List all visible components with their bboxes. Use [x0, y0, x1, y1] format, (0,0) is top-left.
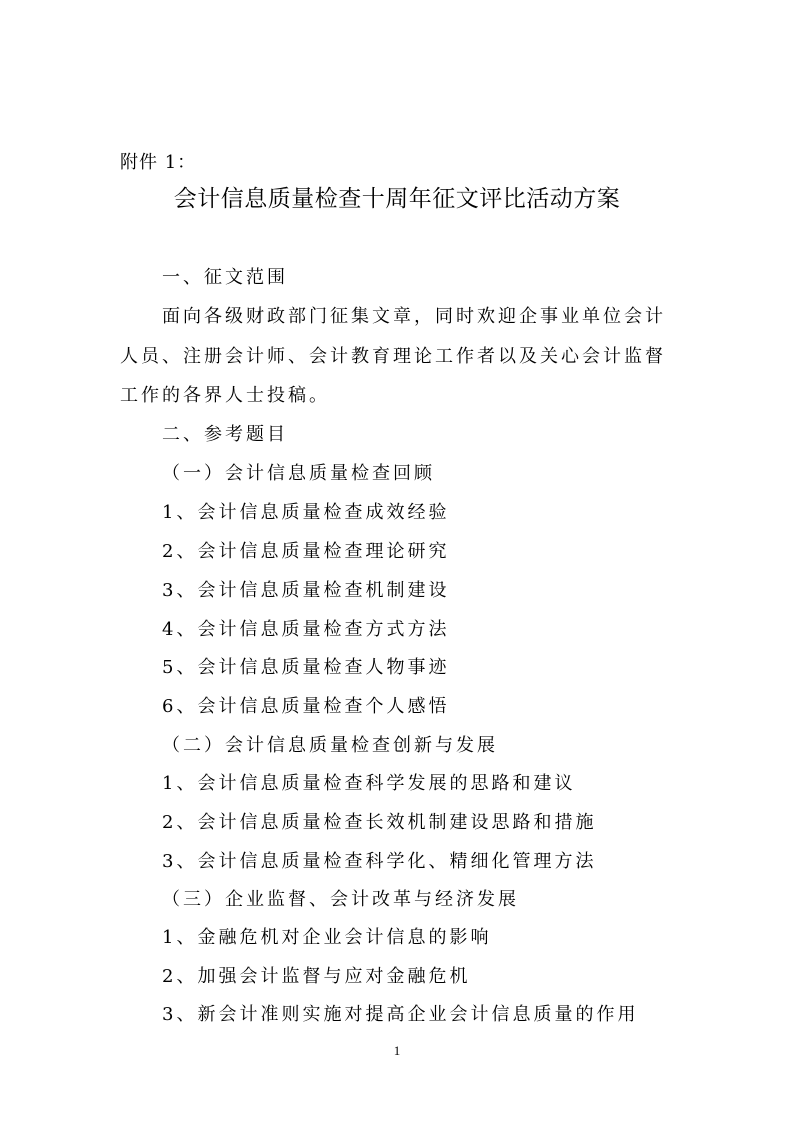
- section-heading-topics: 二、参考题目: [162, 424, 288, 445]
- paragraph-line: 人员、注册会计师、会计教育理论工作者以及关心会计监督: [120, 346, 666, 367]
- subsection-heading: （一）会计信息质量检查回顾: [162, 463, 435, 484]
- section-heading-scope: 一、征文范围: [162, 267, 288, 288]
- list-item: 4、会计信息质量检查方式方法: [162, 619, 450, 640]
- list-item: 1、会计信息质量检查成效经验: [162, 502, 450, 523]
- subsection-heading: （三）企业监督、会计改革与经济发展: [162, 889, 519, 910]
- attachment-label: 附件 1：: [120, 152, 197, 173]
- list-item: 2、会计信息质量检查长效机制建设思路和措施: [162, 812, 597, 833]
- page-title: 会计信息质量检查十周年征文评比活动方案: [173, 186, 621, 212]
- list-item: 3、会计信息质量检查科学化、精细化管理方法: [162, 851, 597, 872]
- list-item: 2、会计信息质量检查理论研究: [162, 541, 450, 562]
- paragraph-line: 面向各级财政部门征集文章，同时欢迎企事业单位会计: [162, 306, 666, 327]
- list-item: 3、新会计准则实施对提高企业会计信息质量的作用: [162, 1004, 639, 1025]
- list-item: 3、会计信息质量检查机制建设: [162, 580, 450, 601]
- list-item: 2、加强会计监督与应对金融危机: [162, 966, 471, 987]
- paragraph-line: 工作的各界人士投稿。: [120, 385, 330, 406]
- page-number: 1: [393, 1043, 401, 1058]
- list-item: 5、会计信息质量检查人物事迹: [162, 657, 450, 678]
- list-item: 1、金融危机对企业会计信息的影响: [162, 927, 492, 948]
- subsection-heading: （二）会计信息质量检查创新与发展: [162, 735, 498, 756]
- list-item: 1、会计信息质量检查科学发展的思路和建议: [162, 773, 576, 794]
- list-item: 6、会计信息质量检查个人感悟: [162, 696, 450, 717]
